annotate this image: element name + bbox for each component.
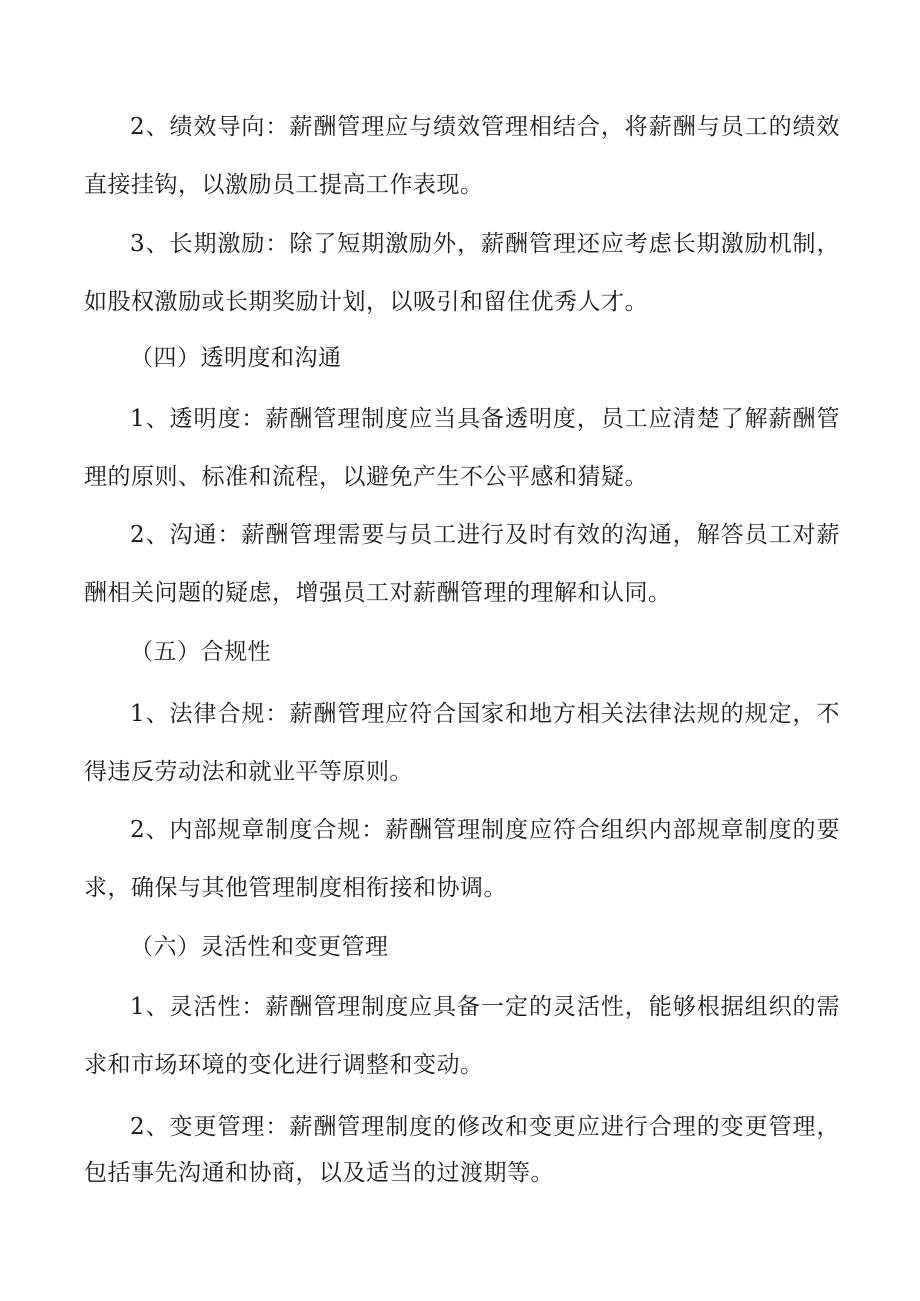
paragraph-communication: 2、沟通：薪酬管理需要与员工进行及时有效的沟通，解答员工对薪酬相关问题的疑虑，增强员工对薪酬管理的理解和认同。	[84, 522, 840, 606]
paragraph-performance-orientation: 2、绩效导向：薪酬管理应与绩效管理相结合，将薪酬与员工的绩效直接挂钩，以激励员工提高工作表现。	[84, 114, 840, 198]
section-heading-flexibility: （六）灵活性和变更管理	[130, 934, 389, 960]
paragraph-transparency: 1、透明度：薪酬管理制度应当具备透明度，员工应清楚了解薪酬管理的原则、标准和流程，以避免产生不公平感和猜疑。	[84, 406, 840, 490]
paragraph-legal-compliance: 1、法律合规：薪酬管理应符合国家和地方相关法律法规的规定，不得违反劳动法和就业平等原则。	[84, 701, 840, 785]
section-heading-compliance: （五）合规性	[130, 639, 271, 665]
paragraph-change-management: 2、变更管理：薪酬管理制度的修改和变更应进行合理的变更管理，包括事先沟通和协商，以及适当的过渡期等。	[84, 1114, 840, 1186]
paragraph-internal-compliance: 2、内部规章制度合规：薪酬管理制度应符合组织内部规章制度的要求，确保与其他管理制度相衔接和协调。	[84, 817, 840, 901]
section-heading-transparency: （四）透明度和沟通	[130, 345, 342, 371]
paragraph-long-term-incentive: 3、长期激励：除了短期激励外，薪酬管理还应考虑长期激励机制，如股权激励或长期奖励计划，以吸引和留住优秀人才。	[84, 231, 840, 315]
paragraph-flexibility: 1、灵活性：薪酬管理制度应具备一定的灵活性，能够根据组织的需求和市场环境的变化进行调整和变动。	[84, 994, 840, 1078]
